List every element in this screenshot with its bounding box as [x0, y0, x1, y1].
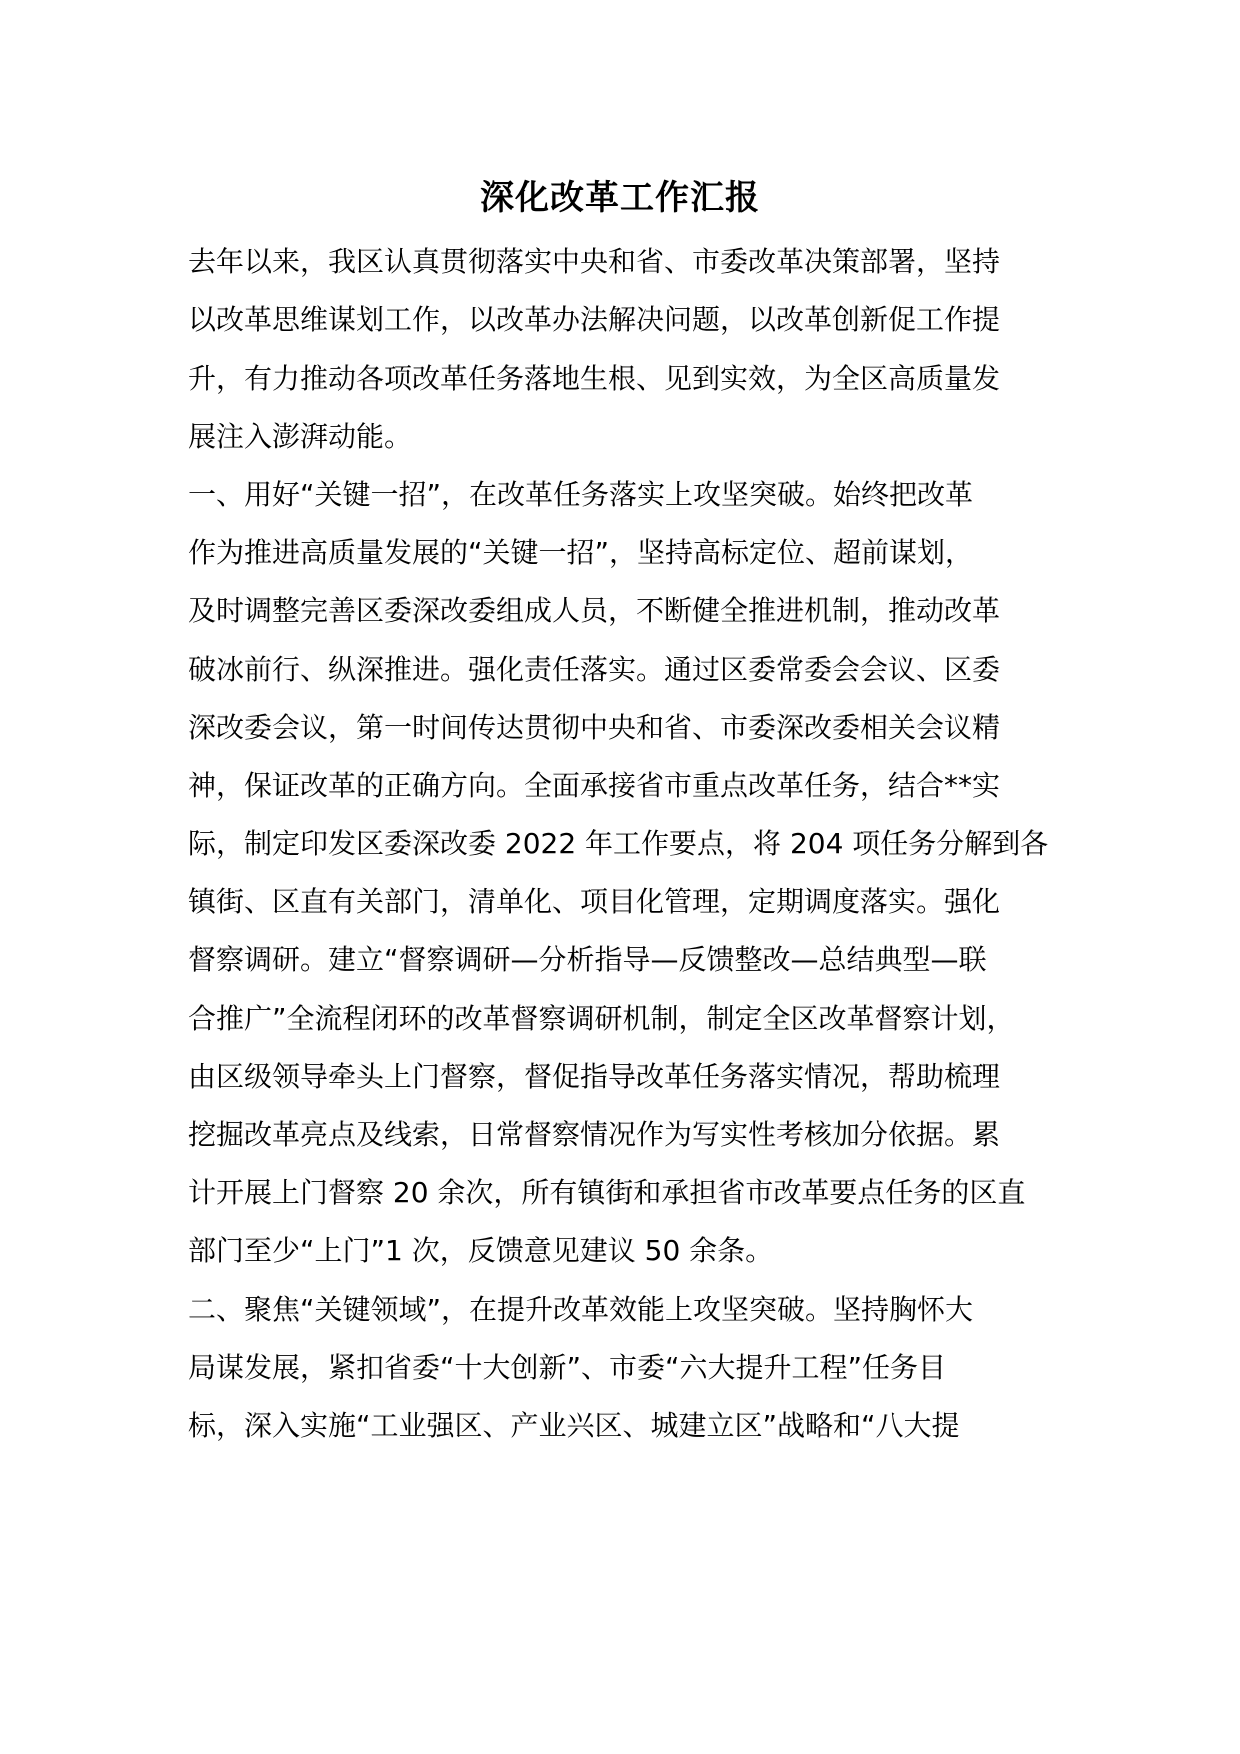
text-line: 镇街、区直有关部门，清单化、项目化管理，定期调度落实。强化 [188, 885, 1001, 918]
text-line: 局谋发展，紧扣省委“十大创新”、市委“六大提升工程”任务目 [188, 1351, 947, 1384]
text-line: 际，制定印发区委深改委 2022 年工作要点，将 204 项任务分解到各 [188, 827, 1049, 860]
text-line: 督察调研。建立“督察调研—分析指导—反馈整改—总结典型—联 [188, 943, 987, 976]
text-line: 深改委会议，第一时间传达贯彻中央和省、市委深改委相关会议精 [188, 711, 1001, 744]
text-line: 神，保证改革的正确方向。全面承接省市重点改革任务，结合**实 [188, 769, 1001, 802]
text-line: 以改革思维谋划工作，以改革办法解决问题，以改革创新促工作提 [188, 303, 1001, 336]
text-line: 破冰前行、纵深推进。强化责任落实。通过区委常委会会议、区委 [188, 653, 1001, 686]
text-line: 二、聚焦“关键领域”，在提升改革效能上攻坚突破。坚持胸怀大 [188, 1293, 974, 1326]
text-line: 展注入澎湃动能。 [188, 420, 413, 453]
text-line: 由区级领导牵头上门督察，督促指导改革任务落实情况，帮助梳理 [188, 1060, 1001, 1093]
text-line: 升，有力推动各项改革任务落地生根、见到实效，为全区高质量发 [188, 362, 1001, 395]
text-line: 计开展上门督察 20 余次，所有镇街和承担省市改革要点任务的区直 [188, 1176, 1026, 1209]
text-line: 及时调整完善区委深改委组成人员，不断健全推进机制，推动改革 [188, 594, 1001, 627]
text-line: 标，深入实施“工业强区、产业兴区、城建立区”战略和“八大提 [188, 1409, 960, 1442]
text-line: 合推广”全流程闭环的改革督察调研机制，制定全区改革督察计划， [188, 1002, 1015, 1035]
text-line: 部门至少“上门”1 次，反馈意见建议 50 余条。 [188, 1234, 774, 1267]
text-line: 挖掘改革亮点及线索，日常督察情况作为写实性考核加分依据。累 [188, 1118, 1001, 1151]
document-title: 深化改革工作汇报 [480, 178, 760, 218]
text-line: 作为推进高质量发展的“关键一招”，坚持高标定位、超前谋划， [188, 536, 974, 569]
text-line: 一、用好“关键一招”，在改革任务落实上攻坚突破。始终把改革 [188, 478, 974, 511]
text-line: 去年以来，我区认真贯彻落实中央和省、市委改革决策部署，坚持 [188, 245, 1001, 278]
